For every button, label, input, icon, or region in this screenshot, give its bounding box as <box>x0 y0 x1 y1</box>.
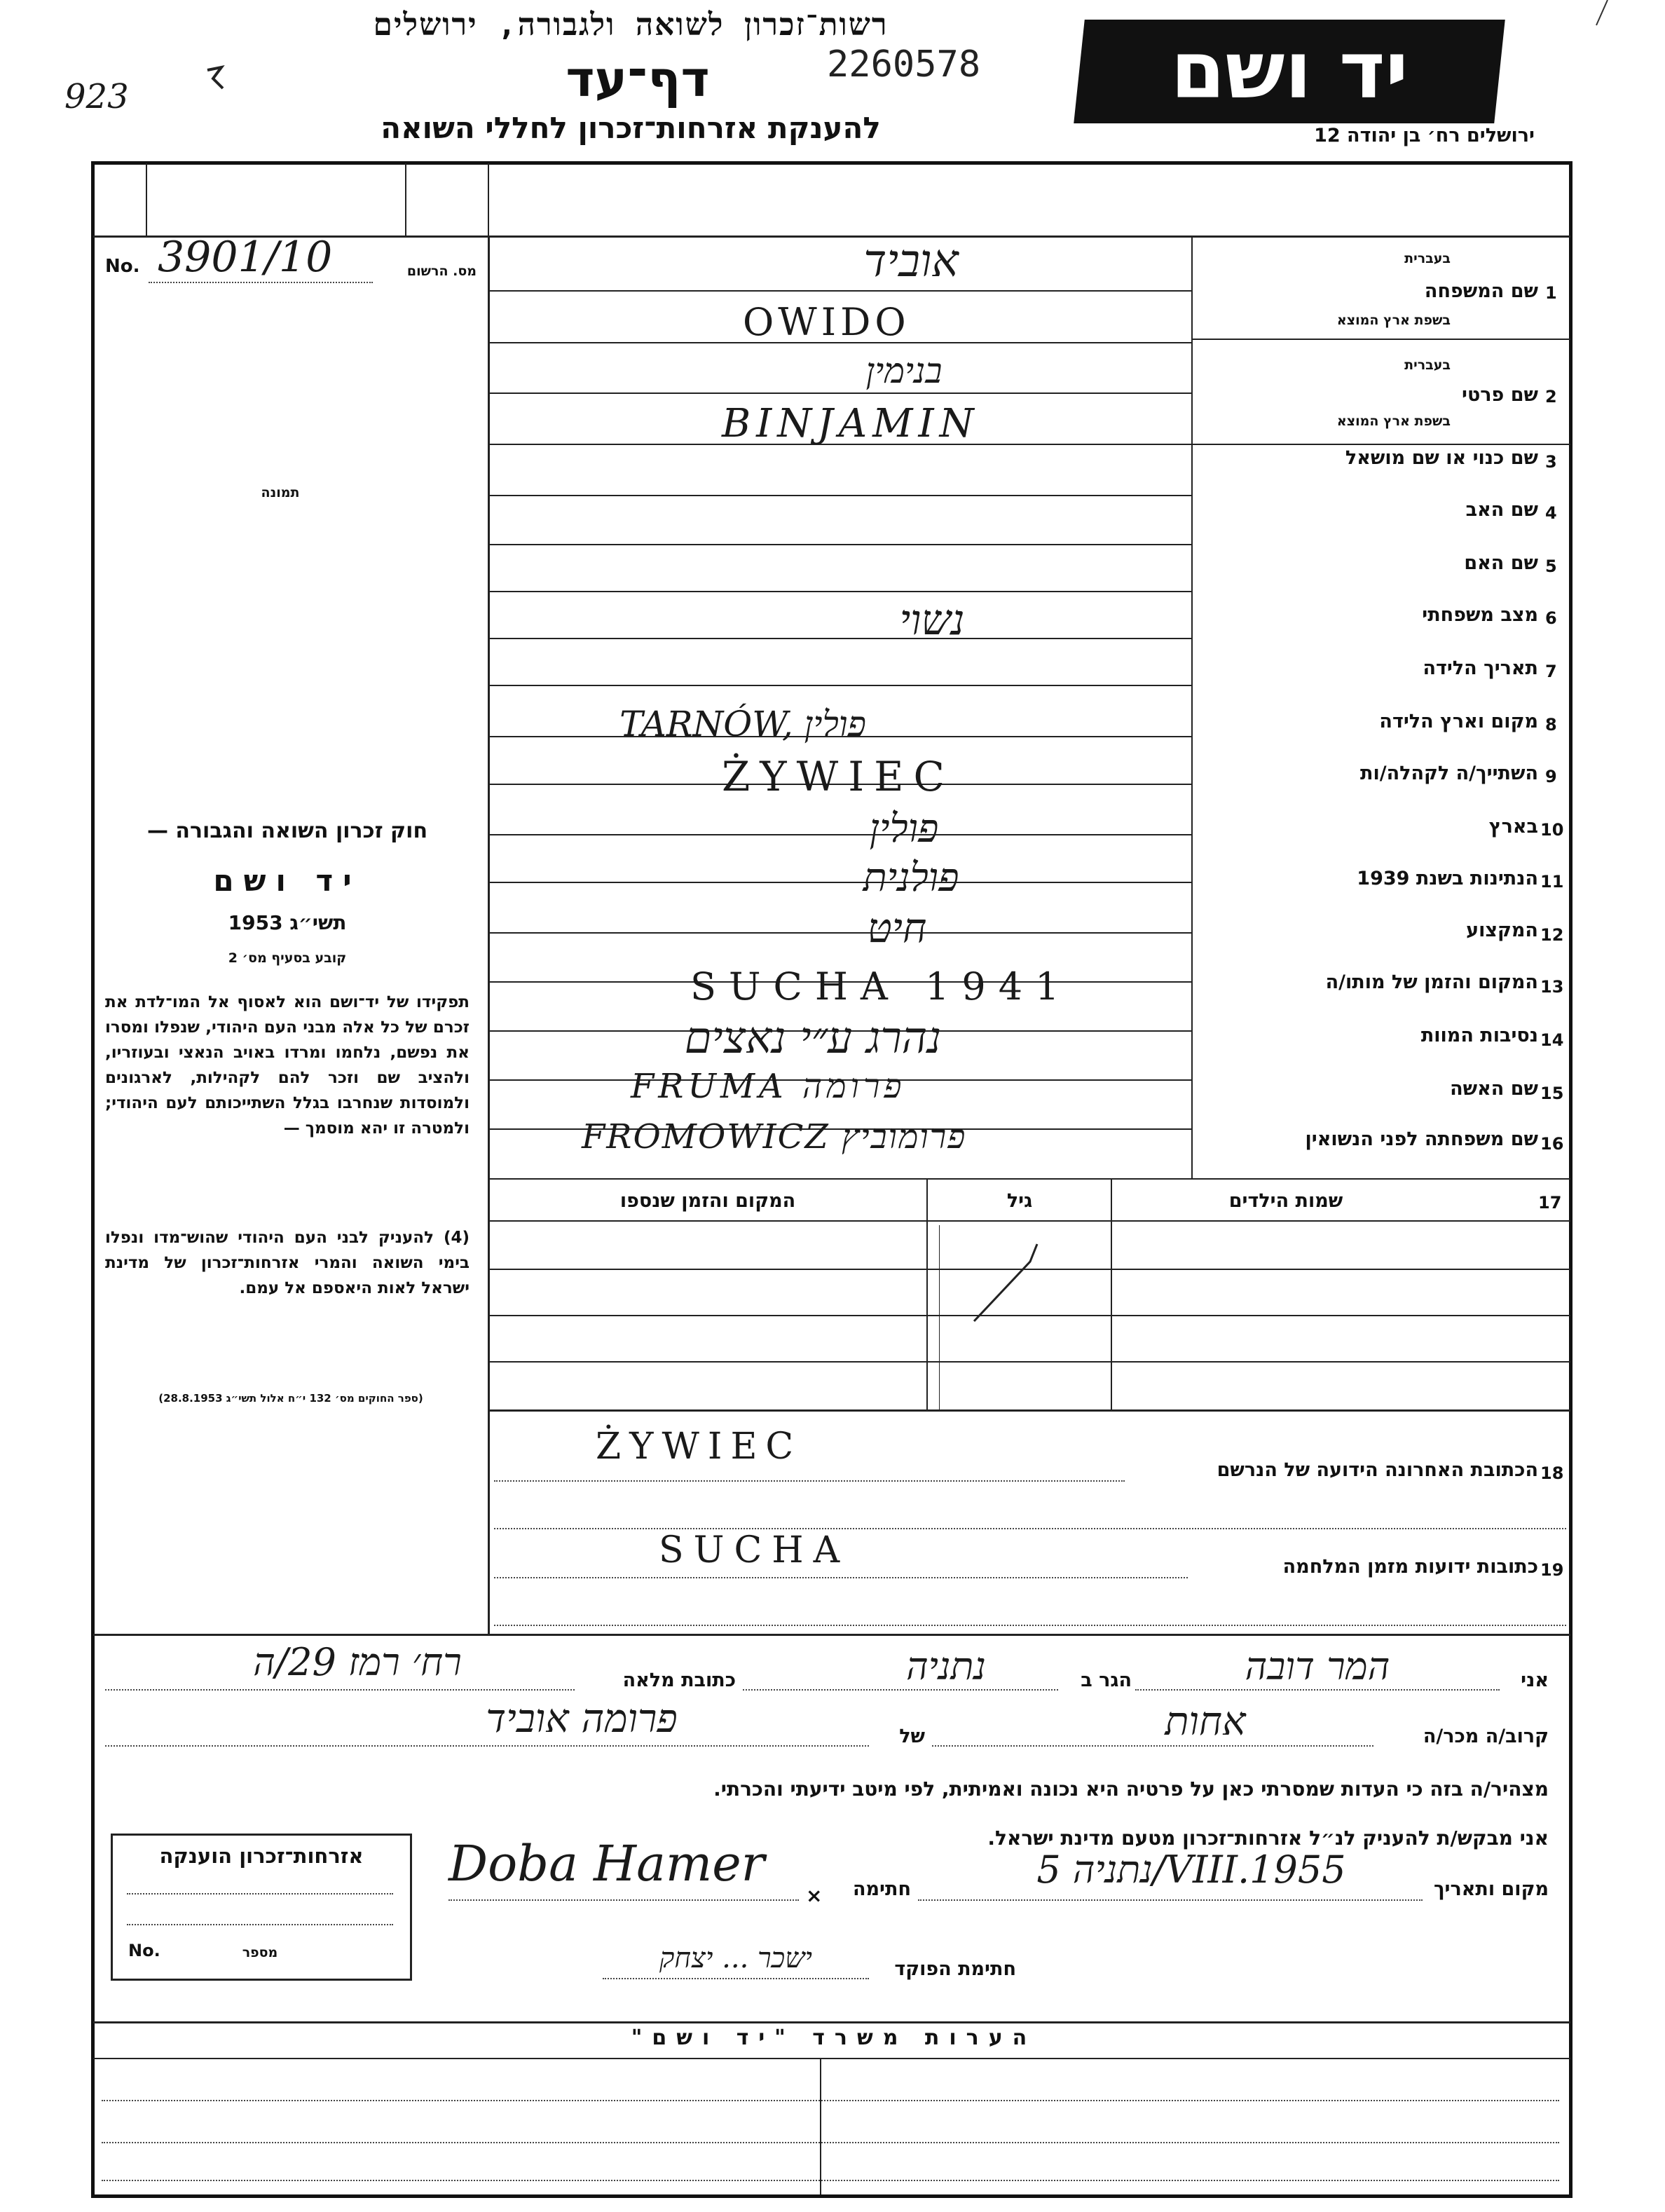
field-6-number: 6 <box>1545 608 1557 628</box>
place-date[interactable]: נתניה 5/VIII.1955 <box>1036 1848 1346 1892</box>
field-16-number: 16 <box>1540 1134 1564 1154</box>
field-15-number: 15 <box>1540 1084 1564 1103</box>
field-2-number: 2 <box>1545 387 1557 407</box>
field-2-value-hebrew[interactable]: בנימין <box>865 350 943 391</box>
full-address-label: כתובת מלאה <box>622 1670 736 1691</box>
signature[interactable]: Doba Hamer <box>448 1835 765 1892</box>
field-17-number: 17 <box>1538 1193 1562 1213</box>
registration-label: מס. הרשום <box>406 264 477 279</box>
address: ירושלים רח׳ בן יהודה 12 <box>1314 125 1535 146</box>
registration-value: 3901/10 <box>158 233 333 282</box>
field-2-sub-origin: בשפת ארץ המוצא <box>1336 414 1451 429</box>
field-13-label: המקום והזמן של מותו/ה <box>1325 971 1538 993</box>
field-6-value[interactable]: נשוי <box>899 596 965 645</box>
field-19-number: 19 <box>1540 1560 1564 1580</box>
photo-label: תמונה <box>261 485 300 500</box>
field-15-value[interactable]: FRUMA פרומה <box>631 1067 906 1106</box>
field-8-number: 8 <box>1545 715 1557 735</box>
margin-number: 923 <box>64 77 129 116</box>
children-names-header: שמות הילדים <box>1228 1190 1343 1212</box>
field-16-label: שם משפחתה לפני הנשואין <box>1305 1128 1538 1150</box>
field-13-value[interactable]: SUCHA 1941 <box>690 964 1072 1009</box>
field-18-number: 18 <box>1540 1463 1564 1483</box>
field-18-label: הכתובת האחרונה הידועה של הנרשם <box>1217 1459 1538 1481</box>
law-clause: קובע בסעיף מס׳ 2 <box>228 950 347 966</box>
field-2-label: שם פרטי <box>1462 384 1538 406</box>
law-citation: (ספר החוקים מס׳ 132 י״ח אלול תשי״ג 28.8.1953) <box>158 1392 423 1405</box>
office-notes-title: הערות משרד "יד ושם" <box>631 2026 1037 2050</box>
logo-text: יד ושם <box>1170 25 1409 116</box>
field-3-label: שם כנוי או שם מושאל <box>1345 447 1538 469</box>
notes-line-2[interactable] <box>102 2142 1559 2143</box>
field-9-label: השתייך/ה לקהלה/ות <box>1360 763 1538 784</box>
pencil-mark-icon <box>205 64 226 93</box>
field-10-number: 10 <box>1540 820 1564 840</box>
field-2-sub-hebrew: בעברית <box>1404 357 1451 373</box>
field-15-label: שם האשה <box>1450 1078 1538 1100</box>
field-9-value[interactable]: ŻYWIEC <box>722 753 954 800</box>
award-number-label: מספר <box>242 1945 278 1960</box>
law-text-paragraph-1: תפקידו של יד־ושם הוא לאסוף אל המו־לדת את זכרם של כל אלה מבני העם היהודי, שנפלו ומסרו את נפשם, נלחמו ומרדו באויב הנאצי ובעוזריו, ולהציב שם וזכר להם לקהילות, לארגונים ולמוסדות שנחרבו בגלל השתייכותם לעם היהודי; ולמטרה זו יהא מוסמך — <box>105 993 470 1138</box>
law-text-paragraph-2: (4) להעניק לבני העם היהודי שהוש־מדו ונפלו בימי השואה והמרי אזרחות־זכרון של מדינת ישראל לאות היאספם אל עמם. <box>105 1229 470 1297</box>
field-13-number: 13 <box>1540 977 1564 997</box>
field-11-label: הנתינות בשנת 1939 <box>1357 868 1538 889</box>
authority-line: רשות־זכרון לשואה ולגבורה, ירושלים <box>373 7 889 43</box>
place-date-label: מקום ותאריך <box>1433 1878 1549 1900</box>
relative-of[interactable]: פרומה אוביד <box>486 1696 678 1742</box>
field-6-label: מצב משפחתי <box>1422 604 1538 626</box>
serial-number: 2260578 <box>827 43 981 86</box>
children-age-header: גיל <box>1006 1190 1033 1212</box>
field-14-label: נסיבות המוות <box>1420 1025 1538 1046</box>
signature-x-icon: × <box>806 1884 823 1907</box>
field-1-sub-origin: בשפת ארץ המוצא <box>1336 313 1451 328</box>
resides-label: הגר ב <box>1081 1670 1132 1691</box>
logo <box>1074 20 1505 123</box>
field-7-number: 7 <box>1545 662 1557 681</box>
field-10-value[interactable]: פולין <box>869 806 939 852</box>
award-box-title: אזרחות־זכרון הוענקה <box>159 1844 364 1868</box>
declaration-statement: מצהיר/ה בזה כי העדות שמסרתי כאן על פרטיה היא נכונה ואמיתית, לפי מיטב ידיעתי והכרתי. <box>713 1777 1549 1801</box>
field-1-value-hebrew[interactable]: אוביד <box>863 235 959 287</box>
scan-mark-icon <box>1591 0 1612 28</box>
field-1-number: 1 <box>1545 283 1557 303</box>
field-9-number: 9 <box>1545 767 1557 786</box>
official-signature[interactable]: ישכר ... יצחק <box>659 1942 813 1974</box>
relative-label: קרוב/ה מכר/ה <box>1423 1726 1549 1747</box>
field-19-label: כתובות ידועות מזמן המלחמה <box>1282 1556 1538 1578</box>
children-strike-mark-icon <box>967 1234 1065 1325</box>
field-10-label: בארץ <box>1488 816 1538 838</box>
official-signature-label: חתימת הפוקד <box>894 1958 1016 1980</box>
field-5-number: 5 <box>1545 557 1557 576</box>
field-12-label: המקצוע <box>1466 920 1538 941</box>
field-19-value[interactable]: SUCHA <box>659 1529 850 1571</box>
field-5-label: שם האם <box>1464 552 1538 574</box>
notes-line-3[interactable] <box>102 2180 1559 2181</box>
field-3-number: 3 <box>1545 452 1557 472</box>
field-1-value-latin[interactable]: OWIDO <box>743 300 910 344</box>
field-11-value[interactable]: פולנית <box>863 855 959 901</box>
form-title: דף־עד <box>566 50 710 108</box>
relation[interactable]: אחות <box>1165 1699 1246 1745</box>
form-subtitle: להענקת אזרחות־זכרון לחללי השואה <box>381 111 881 145</box>
field-8-label: מקום וארץ הלידה <box>1379 711 1538 732</box>
law-name: יד ושם <box>213 863 362 898</box>
award-number-prefix: No. <box>128 1941 160 1960</box>
field-14-number: 14 <box>1540 1030 1564 1050</box>
signature-label: חתימה <box>852 1878 911 1900</box>
residence[interactable]: נתניה <box>906 1644 986 1688</box>
notes-line-1[interactable] <box>102 2100 1559 2101</box>
field-7-label: תאריך הלידה <box>1423 657 1538 679</box>
field-1-sub-hebrew: בעברית <box>1404 251 1451 266</box>
law-year: תשי״ג 1953 <box>228 911 347 934</box>
award-box <box>111 1834 412 1981</box>
field-12-number: 12 <box>1540 925 1564 945</box>
left-panel-divider <box>488 235 490 1634</box>
field-4-label: שם האב <box>1465 499 1538 521</box>
field-4-number: 4 <box>1545 503 1557 523</box>
field-12-value[interactable]: חיט <box>867 904 927 952</box>
field-18-value[interactable]: ŻYWIEC <box>596 1426 802 1468</box>
field-16-value[interactable]: FROMOWICZ פרומוביץ <box>582 1117 967 1156</box>
full-address[interactable]: רח׳ רמז 29/ה <box>253 1640 462 1684</box>
field-14-value[interactable]: נהרג ע״י נאצים <box>684 1012 942 1063</box>
field-11-number: 11 <box>1540 872 1564 892</box>
field-2-value-latin[interactable]: BINJAMIN <box>722 401 980 446</box>
declaration-request: אני מבקש/ת להעניק לנ״ל אזרחות־זכרון מטעם מדינת ישראל. <box>987 1827 1549 1850</box>
of-label: של <box>899 1726 925 1747</box>
field-8-value[interactable]: TARNÓW, פולין <box>619 704 866 744</box>
children-place-header: המקום והזמן שנספו <box>619 1190 796 1212</box>
law-title: חוק זכרון השואה והגבורה — <box>146 819 428 843</box>
declarant-name[interactable]: המר דובה <box>1245 1644 1390 1688</box>
registration-prefix: No. <box>105 256 140 277</box>
field-1-label: שם המשפחה <box>1424 280 1538 302</box>
declarant-i-label: אני <box>1521 1670 1549 1691</box>
